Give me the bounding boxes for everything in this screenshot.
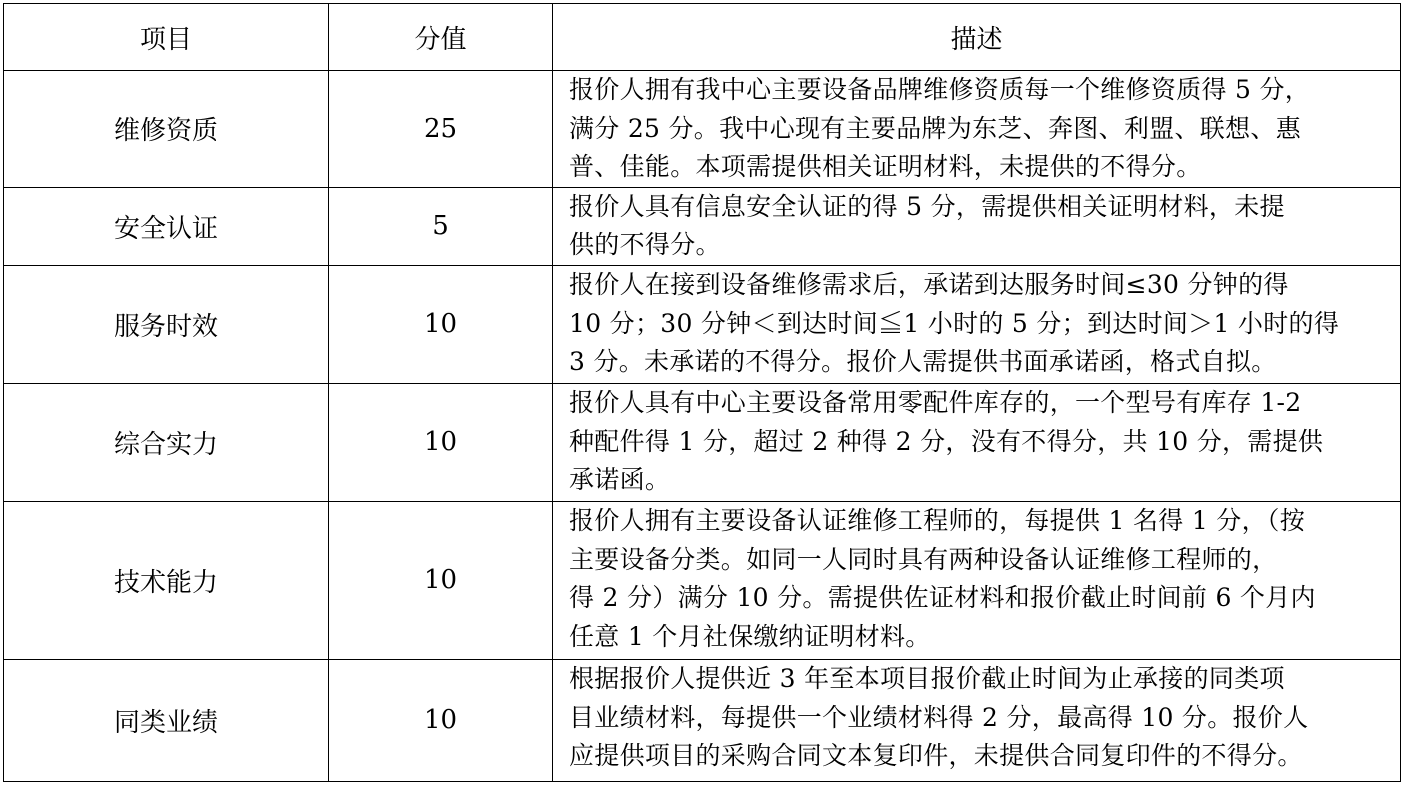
description-line: 普、佳能。本项需提供相关证明材料，未提供的不得分。 bbox=[569, 152, 1202, 182]
description-cell bbox=[553, 265, 1401, 383]
table-row bbox=[4, 501, 1401, 659]
description-line: 报价人具有中心主要设备常用零配件库存的，一个型号有库存 1-2 bbox=[569, 387, 1302, 417]
score-cell: 10 bbox=[329, 659, 553, 781]
header-item: 项目 bbox=[4, 4, 329, 71]
description-line: 应提供项目的采购合同文本复印件，未提供合同复印件的不得分。 bbox=[569, 741, 1303, 771]
description-cell bbox=[553, 71, 1401, 188]
table-row bbox=[4, 383, 1401, 501]
description-line: 得 2 分）满分 10 分。需提供佐证材料和报价截止时间前 6 个月内 bbox=[569, 583, 1316, 613]
description-line: 报价人具有信息安全认证的得 5 分，需提供相关证明材料，未提 bbox=[569, 191, 1285, 221]
item-cell: 同类业绩 bbox=[4, 659, 329, 781]
item-cell: 技术能力 bbox=[4, 501, 329, 659]
item-cell: 安全认证 bbox=[4, 187, 329, 265]
description-cell bbox=[553, 659, 1401, 781]
item-cell: 服务时效 bbox=[4, 265, 329, 383]
description-line: 报价人在接到设备维修需求后，承诺到达服务时间≤30 分钟的得 bbox=[569, 269, 1289, 299]
description-line: 承诺函。 bbox=[569, 465, 671, 495]
description-line: 任意 1 个月社保缴纳证明材料。 bbox=[569, 621, 931, 651]
description-line: 10 分；30 分钟＜到达时间≦1 小时的 5 分；到达时间＞1 小时的得 bbox=[569, 308, 1340, 338]
scoring-criteria-table bbox=[3, 3, 1401, 782]
description-line: 报价人拥有主要设备认证维修工程师的，每提供 1 名得 1 分，（按 bbox=[569, 505, 1306, 535]
description-line: 根据报价人提供近 3 年至本项目报价截止时间为止承接的同类项 bbox=[569, 663, 1285, 693]
score-cell: 10 bbox=[329, 501, 553, 659]
table-row bbox=[4, 187, 1401, 265]
description-cell bbox=[553, 383, 1401, 501]
description-cell bbox=[553, 501, 1401, 659]
table-row bbox=[4, 659, 1401, 781]
description-cell bbox=[553, 187, 1401, 265]
score-cell: 10 bbox=[329, 383, 553, 501]
description-line: 3 分。未承诺的不得分。报价人需提供书面承诺函，格式自拟。 bbox=[569, 347, 1277, 377]
item-cell: 综合实力 bbox=[4, 383, 329, 501]
description-line: 主要设备分类。如同一人同时具有两种设备认证维修工程师的， bbox=[569, 544, 1278, 574]
table-row bbox=[4, 71, 1401, 188]
table-row bbox=[4, 265, 1401, 383]
score-cell: 10 bbox=[329, 265, 553, 383]
header-description: 描述 bbox=[553, 4, 1401, 71]
item-cell: 维修资质 bbox=[4, 71, 329, 188]
description-line: 满分 25 分。我中心现有主要品牌为东芝、奔图、利盟、联想、惠 bbox=[569, 113, 1302, 143]
description-line: 报价人拥有我中心主要设备品牌维修资质每一个维修资质得 5 分， bbox=[569, 75, 1311, 104]
score-cell: 25 bbox=[329, 71, 553, 188]
header-score: 分值 bbox=[329, 4, 553, 71]
score-cell: 5 bbox=[329, 187, 553, 265]
description-line: 种配件得 1 分，超过 2 种得 2 分，没有不得分，共 10 分，需提供 bbox=[569, 426, 1324, 456]
description-line: 目业绩材料，每提供一个业绩材料得 2 分，最高得 10 分。报价人 bbox=[569, 702, 1309, 732]
table-header-row bbox=[4, 4, 1401, 71]
description-line: 供的不得分。 bbox=[569, 230, 721, 260]
